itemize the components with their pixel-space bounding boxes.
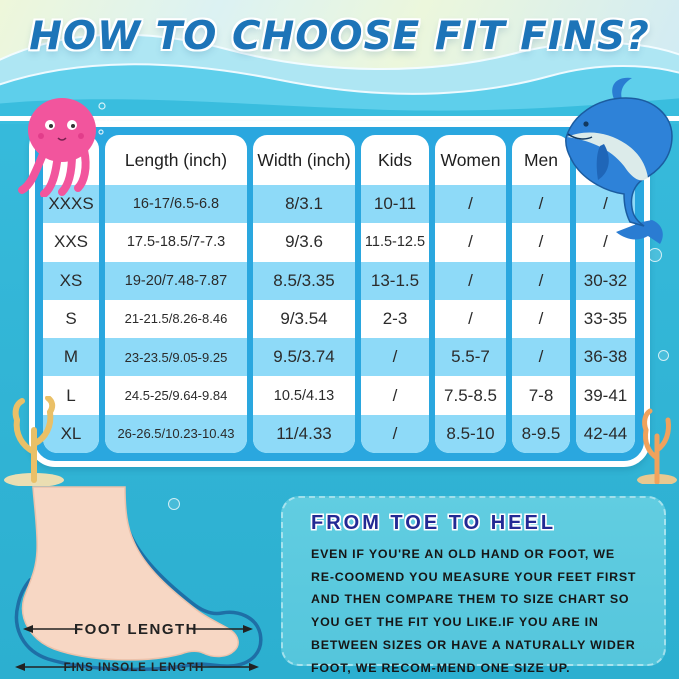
chart-value: 7-8 bbox=[528, 385, 554, 405]
chart-value: 2-3 bbox=[382, 308, 408, 328]
chart-value: / bbox=[468, 232, 473, 252]
chart-value: / bbox=[512, 185, 570, 223]
chart-value: / bbox=[361, 415, 429, 453]
chart-value: 30-32 bbox=[576, 262, 635, 300]
size-chart-grid bbox=[43, 135, 636, 453]
chart-value: 8.5-10 bbox=[435, 415, 506, 453]
size-chart-column-women bbox=[435, 135, 506, 453]
chart-value: / bbox=[435, 262, 506, 300]
chart-value: 11/4.33 bbox=[253, 415, 355, 453]
coral-icon bbox=[634, 400, 679, 484]
chart-value: 26-26.5/10.23-10.43 bbox=[105, 415, 247, 453]
size-chart-column-length bbox=[105, 135, 247, 453]
chart-value: 36-38 bbox=[576, 338, 635, 376]
chart-value: 23-23.5/9.05-9.25 bbox=[105, 338, 247, 376]
size-label: S bbox=[65, 308, 77, 328]
chart-value: 7.5-8.5 bbox=[444, 385, 497, 405]
chart-value: 21-21.5/8.26-8.46 bbox=[124, 311, 228, 327]
chart-value: 10-11 bbox=[361, 185, 429, 223]
measure-guide-body: EVEN IF YOU'RE AN OLD HAND OR FOOT, WE RE-COOMEND YOU MEASURE YOUR FEET FIRST AND THEN COMPARE THEM TO SIZE CHART SO YOU GET THE FIT YOU LIKE.IF YOU ARE IN BETWEEN SIZES OR HAVE A NATURALLY WIDER FOOT, WE RECOM-MEND ONE SIZE UP. bbox=[311, 547, 637, 675]
chart-value: 10.5/4.13 bbox=[273, 387, 335, 404]
chart-value: / bbox=[392, 385, 398, 405]
dolphin-icon bbox=[556, 74, 679, 246]
chart-value: 39-41 bbox=[583, 385, 628, 405]
size-label: L bbox=[66, 385, 76, 405]
chart-value: 8-9.5 bbox=[512, 415, 570, 453]
chart-value: / bbox=[435, 185, 506, 223]
chart-value: 5.5-7 bbox=[435, 338, 506, 376]
size-label: XXS bbox=[53, 232, 89, 252]
octopus-icon bbox=[14, 92, 114, 197]
bubble-icon bbox=[658, 350, 669, 361]
size-label: M bbox=[43, 338, 99, 376]
column-header: Women bbox=[440, 149, 501, 170]
column-header: Width (inch) bbox=[257, 149, 351, 170]
chart-value: / bbox=[538, 232, 544, 252]
chart-value: 13-1.5 bbox=[361, 262, 429, 300]
chart-value: 42-44 bbox=[576, 415, 635, 453]
column-header: Length (inch) bbox=[124, 149, 228, 170]
chart-value: 24.5-25/9.64-9.84 bbox=[124, 388, 228, 404]
insole-length-label: FINS INSOLE LENGTH bbox=[63, 662, 205, 674]
chart-value: / bbox=[538, 308, 544, 328]
size-chart-column-kids bbox=[361, 135, 429, 453]
chart-value: 11.5-12.5 bbox=[364, 234, 426, 251]
size-label: XS bbox=[43, 262, 99, 300]
chart-value: 9/3.6 bbox=[285, 232, 323, 252]
column-header: Men bbox=[523, 149, 559, 170]
coral-icon bbox=[2, 396, 66, 486]
chart-value: / bbox=[361, 338, 429, 376]
chart-value: 9.5/3.74 bbox=[253, 338, 355, 376]
chart-value: / bbox=[603, 232, 608, 252]
chart-value: 8/3.1 bbox=[253, 185, 355, 223]
chart-value: 17.5-18.5/7-7.3 bbox=[126, 234, 226, 251]
chart-value: / bbox=[512, 262, 570, 300]
bubble-icon bbox=[648, 248, 662, 262]
column-header: Kids bbox=[377, 149, 413, 170]
page-title: HOW TO CHOOSE FIT FINS? bbox=[29, 14, 650, 59]
chart-value: / bbox=[468, 308, 473, 328]
chart-value: / bbox=[512, 338, 570, 376]
measure-guide-panel bbox=[281, 496, 666, 675]
chart-value: 33-35 bbox=[583, 308, 628, 328]
foot-diagram bbox=[6, 479, 272, 679]
chart-value: 19-20/7.48-7.87 bbox=[105, 262, 247, 300]
foot-length-label: FOOT LENGTH bbox=[74, 621, 198, 638]
chart-value: 8.5/3.35 bbox=[253, 262, 355, 300]
size-label: XXXS bbox=[43, 185, 99, 223]
chart-value: / bbox=[576, 185, 635, 223]
chart-value: 16-17/6.5-6.8 bbox=[105, 185, 247, 223]
size-label: XL bbox=[43, 415, 99, 453]
size-chart-column-width bbox=[253, 135, 355, 453]
measure-guide-heading: FROM TOE TO HEEL bbox=[311, 512, 557, 534]
chart-value: 9/3.54 bbox=[280, 308, 328, 328]
